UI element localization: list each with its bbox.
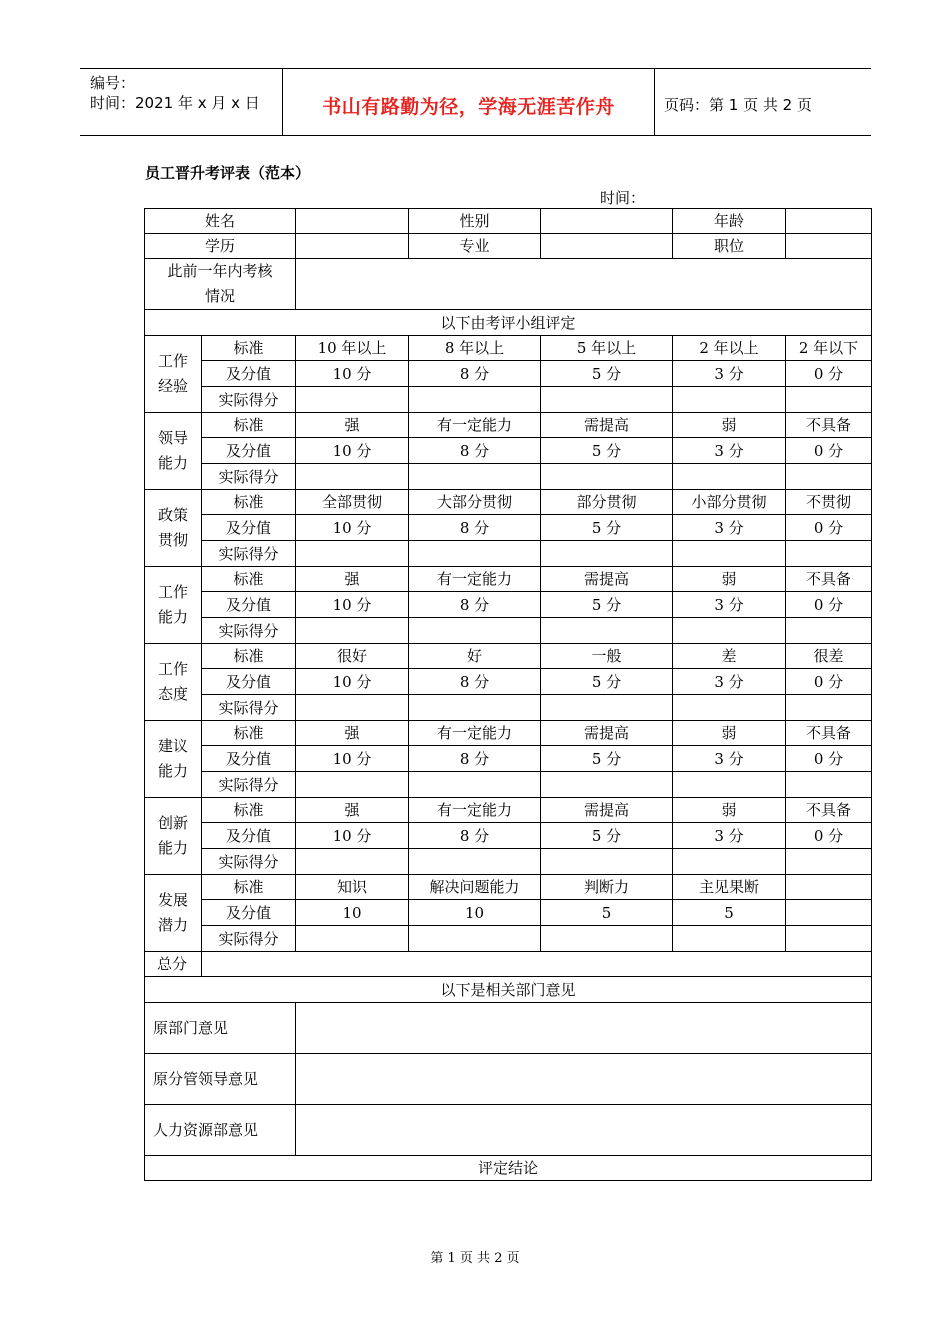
criterion-score: 5 分: [541, 669, 673, 695]
criterion-level: 有一定能力: [409, 798, 541, 823]
actual-score-field[interactable]: [673, 464, 786, 490]
header-meta: [90, 73, 260, 113]
criterion-score: 0 分: [786, 515, 872, 541]
criterion-name: [145, 798, 202, 875]
score-value-label: 及分值: [202, 746, 296, 772]
criterion-score: 3 分: [673, 592, 786, 618]
header-bottom-rule: [80, 135, 871, 136]
actual-score-field[interactable]: [541, 387, 673, 413]
document-title: 员工晋升考评表（范本）: [145, 164, 311, 182]
actual-score-field[interactable]: [409, 849, 541, 875]
criterion-score: 5 分: [541, 361, 673, 387]
actual-score-field[interactable]: [786, 541, 872, 567]
document-number-label: 编号：: [90, 74, 136, 92]
criterion-actual-row: [145, 926, 872, 952]
criterion-score: 0 分: [786, 438, 872, 464]
standard-label: 标准: [202, 721, 296, 746]
criterion-name: [145, 413, 202, 490]
criterion-score: 8 分: [409, 823, 541, 849]
score-value-label: 及分值: [202, 823, 296, 849]
criterion-name-line2: 经验: [157, 377, 188, 395]
actual-score-field[interactable]: [409, 541, 541, 567]
criterion-level: 有一定能力: [409, 413, 541, 438]
actual-score-field[interactable]: [409, 464, 541, 490]
criterion-name-line2: 贯彻: [157, 531, 188, 549]
criterion-level: 需提高: [541, 798, 673, 823]
opinion-row: [145, 1054, 872, 1105]
opinion-field[interactable]: [296, 1054, 872, 1105]
opinion-row: [145, 1105, 872, 1156]
criterion-name-line1: 创新: [157, 814, 188, 832]
actual-score-field[interactable]: [541, 541, 673, 567]
criterion-score: 10 分: [296, 515, 409, 541]
score-value-label: 及分值: [202, 900, 296, 926]
major-field[interactable]: [541, 234, 673, 259]
criterion-name-line2: 态度: [157, 685, 188, 703]
score-value-label: 及分值: [202, 361, 296, 387]
actual-score-field[interactable]: [673, 772, 786, 798]
criterion-level: 有一定能力: [409, 721, 541, 746]
actual-score-label: 实际得分: [202, 618, 296, 644]
criterion-score: 3 分: [673, 746, 786, 772]
evaluation-form-table: [144, 208, 872, 1181]
criterion-score: 0 分: [786, 361, 872, 387]
criterion-level: 弱: [673, 413, 786, 438]
criterion-level: 强: [296, 413, 409, 438]
criterion-score: 3 分: [673, 823, 786, 849]
name-label: 姓名: [145, 209, 296, 234]
criterion-name-line2: 能力: [157, 839, 188, 857]
standard-label: 标准: [202, 490, 296, 515]
criterion-level: 有一定能力: [409, 567, 541, 592]
criterion-score: 8 分: [409, 438, 541, 464]
criterion-score: 8 分: [409, 592, 541, 618]
criterion-score: 10 分: [296, 592, 409, 618]
criterion-score: 0 分: [786, 669, 872, 695]
criterion-name: [145, 336, 202, 413]
actual-score-field[interactable]: [673, 926, 786, 952]
actual-score-field[interactable]: [296, 541, 409, 567]
criterion-score: 8 分: [409, 669, 541, 695]
criterion-standard-row: [145, 721, 872, 746]
committee-header-row: [145, 310, 872, 336]
criterion-level: 部分贯彻: [541, 490, 673, 515]
criterion-actual-row: [145, 695, 872, 721]
actual-score-field[interactable]: [409, 772, 541, 798]
criterion-score-row: [145, 669, 872, 695]
actual-score-field[interactable]: [673, 849, 786, 875]
criterion-score-row: [145, 823, 872, 849]
criterion-level: 5 年以上: [541, 336, 673, 361]
criterion-name: [145, 644, 202, 721]
criterion-score: 5 分: [541, 438, 673, 464]
criterion-level: 10 年以上: [296, 336, 409, 361]
criterion-level: 全部贯彻: [296, 490, 409, 515]
actual-score-field[interactable]: [673, 695, 786, 721]
actual-score-field[interactable]: [541, 618, 673, 644]
criterion-level: 强: [296, 721, 409, 746]
criterion-score: 5: [541, 900, 673, 926]
criterion-level: 解决问题能力: [409, 875, 541, 900]
criterion-level: 2 年以上: [673, 336, 786, 361]
criterion-actual-row: [145, 541, 872, 567]
actual-score-label: 实际得分: [202, 926, 296, 952]
criterion-name-line1: 建议: [157, 737, 188, 755]
criterion-level: 判断力: [541, 875, 673, 900]
actual-score-field[interactable]: [409, 926, 541, 952]
criterion-level: 主见果断: [673, 875, 786, 900]
criterion-standard-row: [145, 875, 872, 900]
criterion-score: 5 分: [541, 746, 673, 772]
criterion-score: 10 分: [296, 361, 409, 387]
age-label: 年龄: [673, 209, 786, 234]
education-label: 学历: [145, 234, 296, 259]
actual-score-field[interactable]: [296, 387, 409, 413]
criterion-level: 需提高: [541, 567, 673, 592]
actual-score-field[interactable]: [786, 772, 872, 798]
criterion-name-line2: 潜力: [157, 916, 188, 934]
total-field[interactable]: [202, 952, 872, 977]
criterion-score: 3 分: [673, 515, 786, 541]
criterion-standard-row: [145, 798, 872, 823]
opinion-label: 原部门意见: [145, 1003, 296, 1054]
criterion-score: 10: [296, 900, 409, 926]
criterion-level: [786, 875, 872, 900]
criterion-score-row: [145, 438, 872, 464]
criterion-score-row: [145, 592, 872, 618]
actual-score-field[interactable]: [296, 464, 409, 490]
criterion-score: 5 分: [541, 823, 673, 849]
header-page-info: 页码：第 1 页 共 2 页: [664, 96, 812, 114]
actual-score-label: 实际得分: [202, 772, 296, 798]
gender-label: 性别: [409, 209, 541, 234]
criterion-actual-row: [145, 849, 872, 875]
actual-score-field[interactable]: [541, 772, 673, 798]
last-year-review-label: [145, 259, 296, 310]
major-label: 专业: [409, 234, 541, 259]
criterion-level: 8 年以上: [409, 336, 541, 361]
actual-score-field[interactable]: [786, 387, 872, 413]
actual-score-label: 实际得分: [202, 541, 296, 567]
criterion-name-line2: 能力: [157, 454, 188, 472]
header-motto: 书山有路勤为径，学海无涯苦作舟: [322, 96, 615, 118]
criterion-level: 弱: [673, 721, 786, 746]
document-date: 时间：2021 年 x 月 x 日: [90, 94, 260, 112]
info-row-3: [145, 259, 872, 310]
criterion-level: 大部分贯彻: [409, 490, 541, 515]
criterion-level: 2 年以下: [786, 336, 872, 361]
last-year-review-label-line1: 此前一年内考核: [167, 262, 273, 280]
dept-header: 以下是相关部门意见: [145, 977, 872, 1003]
header-top-rule: [80, 68, 871, 69]
actual-score-field[interactable]: [673, 541, 786, 567]
header-divider-2: [654, 68, 655, 135]
actual-score-label: 实际得分: [202, 849, 296, 875]
criterion-score: 10: [409, 900, 541, 926]
criterion-score: 0 分: [786, 592, 872, 618]
actual-score-field[interactable]: [541, 695, 673, 721]
criterion-score-row: [145, 515, 872, 541]
criterion-name-line1: 工作: [157, 583, 188, 601]
actual-score-field[interactable]: [786, 849, 872, 875]
score-value-label: 及分值: [202, 669, 296, 695]
criterion-standard-row: [145, 644, 872, 669]
score-value-label: 及分值: [202, 515, 296, 541]
criterion-name-line1: 政策: [157, 506, 188, 524]
criterion-score: 10 分: [296, 438, 409, 464]
actual-score-field[interactable]: [786, 618, 872, 644]
criterion-level: 好: [409, 644, 541, 669]
standard-label: 标准: [202, 875, 296, 900]
criterion-name-line1: 工作: [157, 660, 188, 678]
criterion-name: [145, 567, 202, 644]
criterion-score: 8 分: [409, 515, 541, 541]
criterion-actual-row: [145, 464, 872, 490]
criterion-name-line2: 能力: [157, 762, 188, 780]
conclusion-header: 评定结论: [145, 1156, 872, 1181]
actual-score-label: 实际得分: [202, 695, 296, 721]
criterion-score: 3 分: [673, 669, 786, 695]
actual-score-field[interactable]: [786, 695, 872, 721]
last-year-review-label-line2: 情况: [205, 287, 236, 305]
actual-score-field[interactable]: [673, 618, 786, 644]
standard-label: 标准: [202, 413, 296, 438]
criterion-actual-row: [145, 772, 872, 798]
opinion-field[interactable]: [296, 1105, 872, 1156]
name-field[interactable]: [296, 209, 409, 234]
criterion-score: 10 分: [296, 746, 409, 772]
actual-score-field[interactable]: [409, 695, 541, 721]
actual-score-field[interactable]: [409, 387, 541, 413]
criterion-score-row: [145, 900, 872, 926]
standard-label: 标准: [202, 336, 296, 361]
actual-score-field[interactable]: [541, 464, 673, 490]
actual-score-field[interactable]: [541, 926, 673, 952]
opinion-field[interactable]: [296, 1003, 872, 1054]
opinion-label: 人力资源部意见: [145, 1105, 296, 1156]
age-field[interactable]: [786, 209, 872, 234]
actual-score-field[interactable]: [673, 387, 786, 413]
actual-score-field[interactable]: [786, 464, 872, 490]
actual-score-field[interactable]: [296, 926, 409, 952]
criterion-score: 10 分: [296, 669, 409, 695]
actual-score-label: 实际得分: [202, 387, 296, 413]
actual-score-field[interactable]: [296, 618, 409, 644]
conclusion-row: [145, 1156, 872, 1181]
criterion-level: 需提高: [541, 413, 673, 438]
criterion-name: [145, 490, 202, 567]
criterion-score-row: [145, 361, 872, 387]
criterion-score: 5: [673, 900, 786, 926]
criterion-level: 弱: [673, 798, 786, 823]
criterion-actual-row: [145, 387, 872, 413]
criterion-level: 不贯彻: [786, 490, 872, 515]
criterion-score: 10 分: [296, 823, 409, 849]
actual-score-field[interactable]: [296, 695, 409, 721]
criterion-score: 8 分: [409, 361, 541, 387]
criterion-level: 不具备: [786, 567, 872, 592]
standard-label: 标准: [202, 567, 296, 592]
criterion-level: 差: [673, 644, 786, 669]
criterion-level: 很差: [786, 644, 872, 669]
education-field[interactable]: [296, 234, 409, 259]
score-value-label: 及分值: [202, 592, 296, 618]
criterion-level: 强: [296, 798, 409, 823]
info-row-1: [145, 209, 872, 234]
criterion-level: 不具备: [786, 798, 872, 823]
criterion-name-line1: 工作: [157, 352, 188, 370]
criterion-name-line2: 能力: [157, 608, 188, 626]
criterion-score: 3 分: [673, 438, 786, 464]
criterion-score: [786, 900, 872, 926]
criterion-standard-row: [145, 490, 872, 515]
criterion-score-row: [145, 746, 872, 772]
dept-header-row: [145, 977, 872, 1003]
criterion-name: [145, 875, 202, 952]
opinion-label: 原分管领导意见: [145, 1054, 296, 1105]
criterion-score: 3 分: [673, 361, 786, 387]
position-label: 职位: [673, 234, 786, 259]
criterion-level: 知识: [296, 875, 409, 900]
gender-field[interactable]: [541, 209, 673, 234]
committee-header: 以下由考评小组评定: [145, 310, 872, 336]
total-row: [145, 952, 872, 977]
position-field[interactable]: [786, 234, 872, 259]
page-footer: 第 1 页 共 2 页: [430, 1251, 520, 1266]
actual-score-field[interactable]: [409, 618, 541, 644]
standard-label: 标准: [202, 644, 296, 669]
total-label: 总分: [145, 952, 202, 977]
criterion-standard-row: [145, 413, 872, 438]
criterion-level: 弱: [673, 567, 786, 592]
criterion-score: 0 分: [786, 746, 872, 772]
criterion-standard-row: [145, 567, 872, 592]
criterion-standard-row: [145, 336, 872, 361]
actual-score-field[interactable]: [296, 849, 409, 875]
last-year-review-field[interactable]: [296, 259, 872, 310]
criterion-level: 需提高: [541, 721, 673, 746]
criterion-level: 强: [296, 567, 409, 592]
criterion-actual-row: [145, 618, 872, 644]
actual-score-field[interactable]: [786, 926, 872, 952]
criterion-name-line1: 领导: [157, 429, 188, 447]
criterion-level: 小部分贯彻: [673, 490, 786, 515]
criterion-name-line1: 发展: [157, 891, 188, 909]
opinion-row: [145, 1003, 872, 1054]
standard-label: 标准: [202, 798, 296, 823]
actual-score-label: 实际得分: [202, 464, 296, 490]
actual-score-field[interactable]: [541, 849, 673, 875]
criterion-level: 不具备: [786, 721, 872, 746]
criterion-name: [145, 721, 202, 798]
criterion-level: 很好: [296, 644, 409, 669]
criterion-score: 5 分: [541, 592, 673, 618]
criterion-score: 0 分: [786, 823, 872, 849]
score-value-label: 及分值: [202, 438, 296, 464]
criterion-level: 一般: [541, 644, 673, 669]
criterion-score: 5 分: [541, 515, 673, 541]
time-label: 时间：: [600, 189, 646, 207]
actual-score-field[interactable]: [296, 772, 409, 798]
info-row-2: [145, 234, 872, 259]
criterion-score: 8 分: [409, 746, 541, 772]
criterion-level: 不具备: [786, 413, 872, 438]
